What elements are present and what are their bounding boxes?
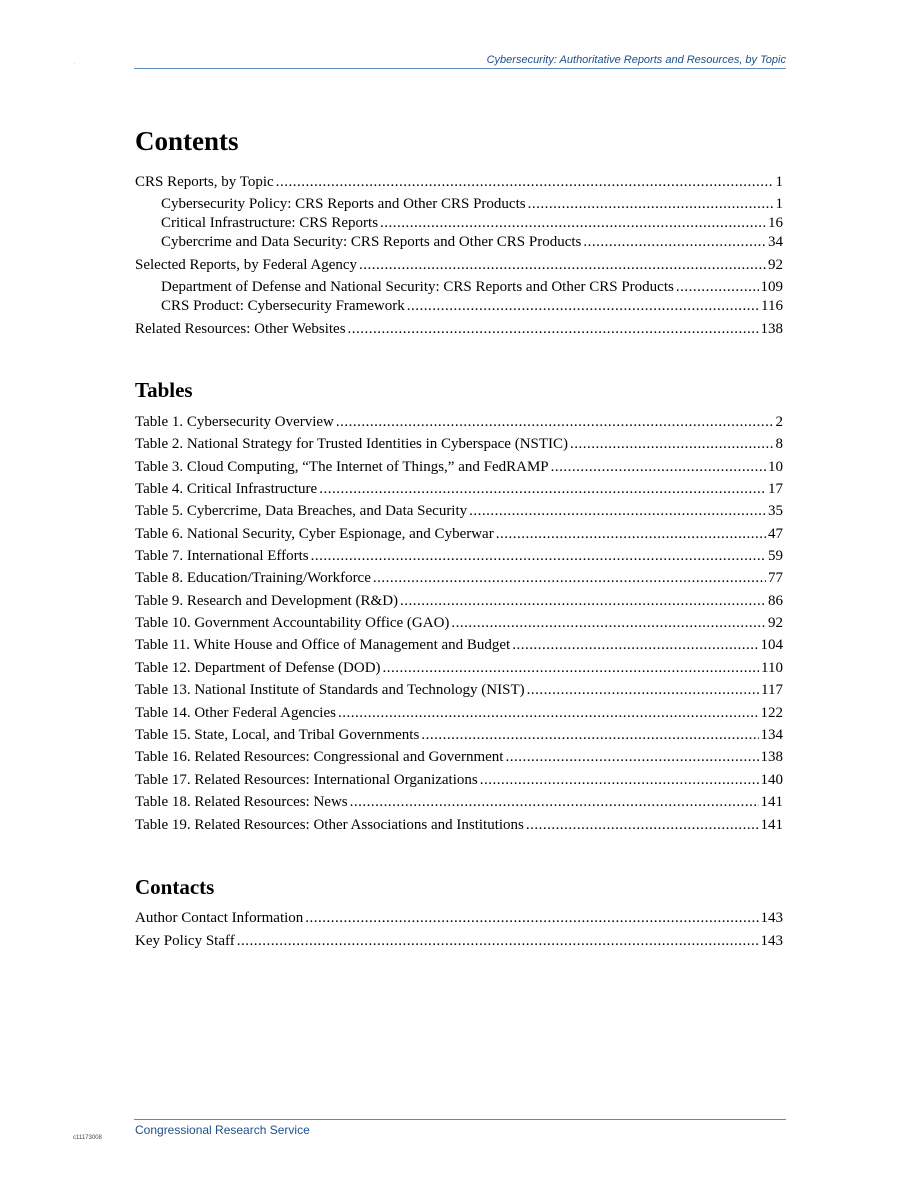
table-entry[interactable] <box>135 614 783 633</box>
toc-entry[interactable] <box>135 320 783 339</box>
dot-leader <box>505 748 758 767</box>
toc-subentry[interactable] <box>161 214 783 233</box>
dot-leader <box>421 726 758 745</box>
toc-entry-label: Cybersecurity Policy: CRS Reports and Other CRS Products <box>161 196 526 212</box>
dot-leader <box>383 659 760 678</box>
table-entry-label: Table 1. Cybersecurity Overview <box>135 414 334 430</box>
footer-rule <box>134 1119 786 1120</box>
contacts-heading: Contacts <box>135 875 215 899</box>
dot-leader <box>512 636 758 655</box>
table-entry-label: Table 17. Related Resources: International Organizations <box>135 772 478 788</box>
toc-entry-page: 1 <box>775 174 783 190</box>
toc-entry-label: Selected Reports, by Federal Agency <box>135 257 358 273</box>
table-entry-label: Table 12. Department of Defense (DOD) <box>135 660 381 676</box>
toc-entry-page: 34 <box>768 234 783 250</box>
table-entry[interactable] <box>135 480 783 499</box>
table-entry-label: Table 11. White House and Office of Management and Budget <box>135 637 511 653</box>
table-entry-page: 2 <box>775 414 783 430</box>
table-entry-page: 77 <box>768 570 783 586</box>
dot-leader <box>359 256 766 275</box>
table-entry[interactable] <box>135 569 783 588</box>
dot-leader <box>528 195 774 214</box>
table-entry-label: Table 13. National Institute of Standards and Technology (NIST) <box>135 682 525 698</box>
table-entry-label: Table 7. International Efforts <box>135 548 309 564</box>
table-entry-page: 59 <box>768 548 783 564</box>
running-header: Cybersecurity: Authoritative Reports and Resources, by Topic <box>486 54 786 66</box>
table-entry-page: 47 <box>768 526 783 542</box>
table-entry-label: Table 15. State, Local, and Tribal Governments <box>135 727 420 743</box>
table-entry-page: 134 <box>760 727 783 743</box>
dot-leader <box>526 816 759 835</box>
header-rule <box>134 68 786 69</box>
dot-leader <box>451 614 766 633</box>
dot-leader <box>276 173 774 192</box>
table-entry-label: Table 5. Cybercrime, Data Breaches, and Data Security <box>135 503 468 519</box>
dot-leader <box>527 681 759 700</box>
table-entry[interactable] <box>135 636 783 655</box>
toc-entry-label: CRS Reports, by Topic <box>135 174 274 190</box>
contact-entry[interactable] <box>135 909 783 928</box>
table-entry[interactable] <box>135 458 783 477</box>
table-entry-label: Table 3. Cloud Computing, “The Internet of Things,” and FedRAMP <box>135 459 549 475</box>
table-entry-label: Table 2. National Strategy for Trusted Identities in Cyberspace (NSTIC) <box>135 436 569 452</box>
table-entry-label: Table 8. Education/Training/Workforce <box>135 570 371 586</box>
table-entry-page: 17 <box>768 481 783 497</box>
table-entry-page: 140 <box>760 772 783 788</box>
table-entry[interactable] <box>135 502 783 521</box>
contact-entry-page: 143 <box>760 933 783 949</box>
table-entry[interactable] <box>135 659 783 678</box>
dot-leader <box>407 297 759 316</box>
table-entry-page: 8 <box>775 436 783 452</box>
contact-entry-label: Key Policy Staff <box>135 933 235 949</box>
table-entry-label: Table 6. National Security, Cyber Espionage, and Cyberwar <box>135 526 494 542</box>
dot-leader <box>319 480 766 499</box>
tables-heading: Tables <box>135 378 193 402</box>
dot-leader <box>350 793 759 812</box>
toc-entry-label: Cybercrime and Data Security: CRS Reports and Other CRS Products <box>161 234 582 250</box>
dot-leader <box>380 214 766 233</box>
table-entry-page: 141 <box>760 794 783 810</box>
table-entry[interactable] <box>135 413 783 432</box>
table-entry[interactable] <box>135 771 783 790</box>
toc-entry[interactable] <box>135 173 783 192</box>
dot-leader <box>480 771 759 790</box>
contact-entry-label: Author Contact Information <box>135 910 304 926</box>
dot-leader <box>338 704 759 723</box>
dot-leader <box>570 435 773 454</box>
dot-leader <box>373 569 766 588</box>
toc-entry-page: 92 <box>768 257 783 273</box>
table-entry-page: 35 <box>768 503 783 519</box>
table-entry[interactable] <box>135 793 783 812</box>
dot-leader <box>348 320 759 339</box>
footer-publisher: Congressional Research Service <box>135 1123 310 1137</box>
dot-leader <box>305 909 758 928</box>
table-entry[interactable] <box>135 435 783 454</box>
dot-leader <box>237 932 759 951</box>
table-entry-label: Table 18. Related Resources: News <box>135 794 348 810</box>
table-entry[interactable] <box>135 592 783 611</box>
dot-leader <box>583 233 766 252</box>
toc-entry-label: Department of Defense and National Security: CRS Reports and Other CRS Products <box>161 279 674 295</box>
toc-entry-label: CRS Product: Cybersecurity Framework <box>161 298 405 314</box>
table-entry-label: Table 14. Other Federal Agencies <box>135 705 336 721</box>
table-entry-label: Table 10. Government Accountability Office (GAO) <box>135 615 450 631</box>
toc-entry-page: 16 <box>768 215 783 231</box>
dot-leader <box>400 592 766 611</box>
table-entry-page: 92 <box>768 615 783 631</box>
table-entry-label: Table 4. Critical Infrastructure <box>135 481 318 497</box>
dot-leader <box>469 502 766 521</box>
table-entry-page: 122 <box>760 705 783 721</box>
toc-subentry[interactable] <box>161 195 783 214</box>
toc-entry-page: 1 <box>775 196 783 212</box>
dot-leader <box>311 547 766 566</box>
toc-entry-page: 116 <box>761 298 783 314</box>
table-entry-page: 110 <box>761 660 783 676</box>
corner-mark: . <box>74 60 76 66</box>
contact-entry[interactable] <box>135 932 783 951</box>
table-entry-label: Table 9. Research and Development (R&D) <box>135 593 399 609</box>
contents-heading: Contents <box>135 126 239 156</box>
dot-leader <box>551 458 766 477</box>
table-entry-label: Table 19. Related Resources: Other Associations and Institutions <box>135 817 524 833</box>
toc-subentry[interactable] <box>161 278 783 297</box>
toc-entry-page: 109 <box>760 279 783 295</box>
table-entry-page: 104 <box>760 637 783 653</box>
toc-entry-label: Related Resources: Other Websites <box>135 321 346 337</box>
dot-leader <box>676 278 759 297</box>
dot-leader <box>336 413 774 432</box>
table-entry-page: 10 <box>768 459 783 475</box>
table-entry-page: 138 <box>760 749 783 765</box>
toc-entry-page: 138 <box>760 321 783 337</box>
toc-subentry[interactable] <box>161 233 783 252</box>
toc-entry[interactable] <box>135 256 783 275</box>
table-entry[interactable] <box>135 525 783 544</box>
toc-subentry[interactable] <box>161 297 783 316</box>
table-entry[interactable] <box>135 704 783 723</box>
contact-entry-page: 143 <box>760 910 783 926</box>
table-entry[interactable] <box>135 681 783 700</box>
table-entry[interactable] <box>135 547 783 566</box>
table-entry-page: 141 <box>760 817 783 833</box>
table-entry[interactable] <box>135 748 783 767</box>
table-entry-page: 117 <box>761 682 783 698</box>
table-entry-page: 86 <box>768 593 783 609</box>
dot-leader <box>496 525 766 544</box>
toc-entry-label: Critical Infrastructure: CRS Reports <box>161 215 379 231</box>
table-entry[interactable] <box>135 726 783 745</box>
table-entry[interactable] <box>135 816 783 835</box>
table-entry-label: Table 16. Related Resources: Congressional and Government <box>135 749 504 765</box>
document-code: c11173008 <box>73 1135 102 1141</box>
